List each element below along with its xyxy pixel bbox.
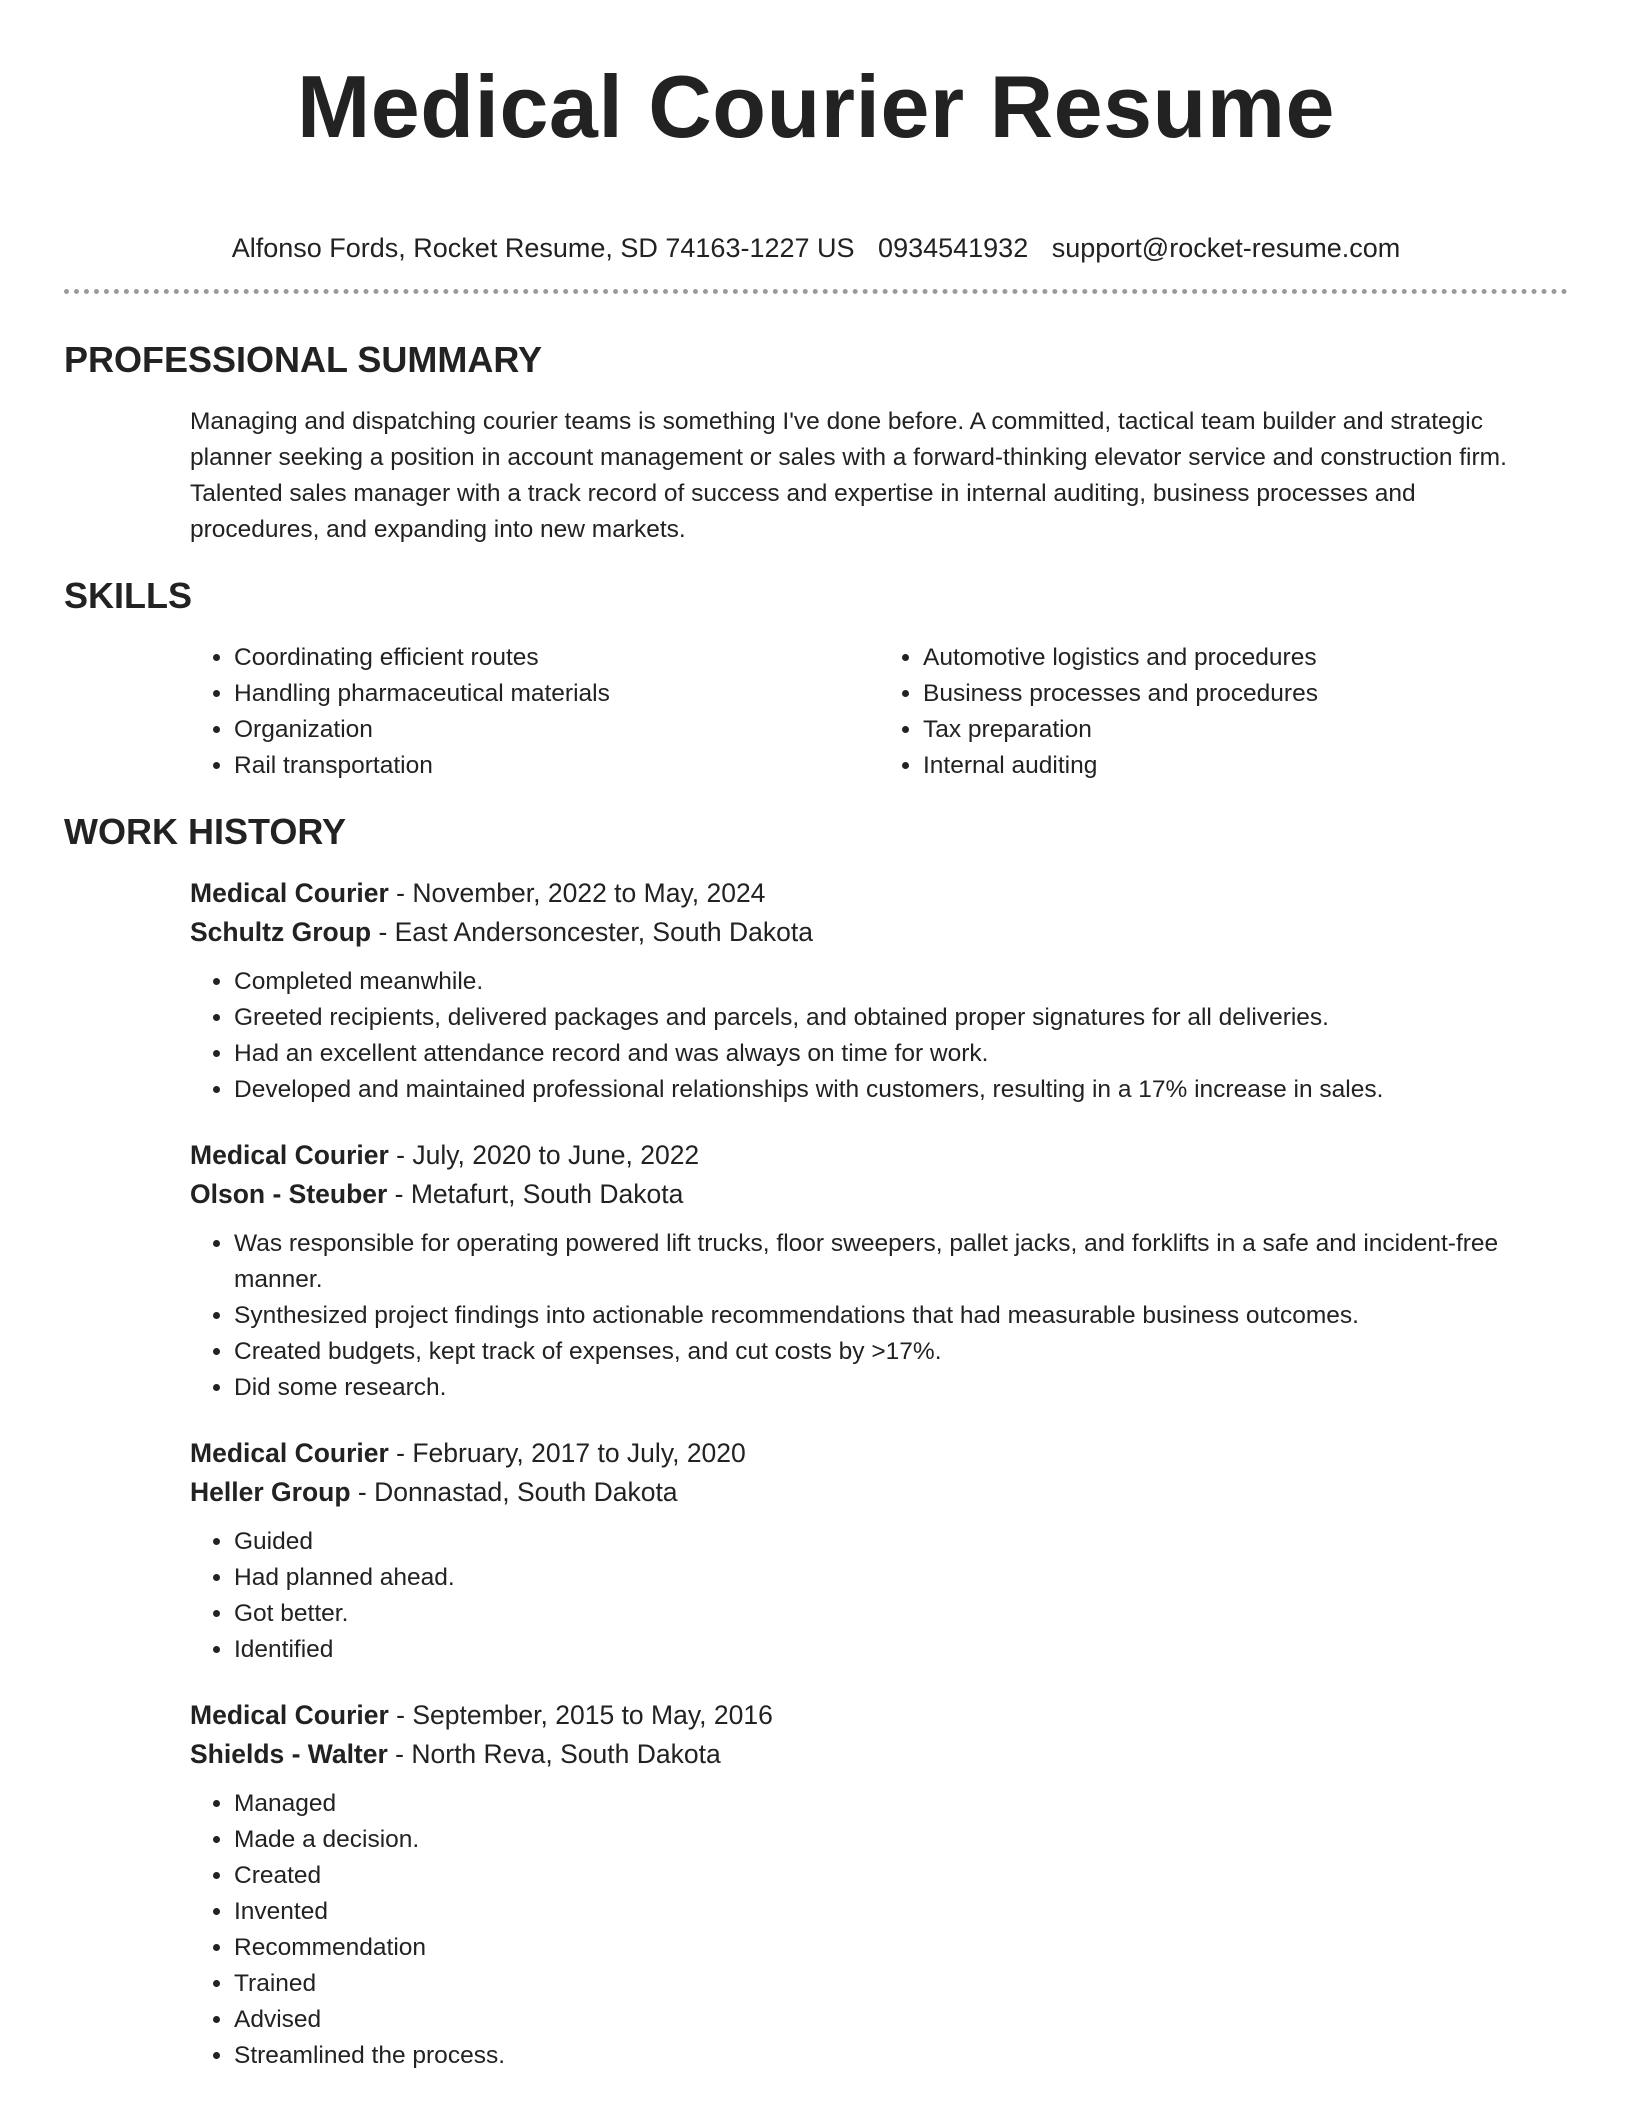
job-bullet: • Greeted recipients, delivered packages and parcels, and obtained proper signatures for all deliveries. [234,1000,1528,1036]
job-bullet: • Had an excellent attendance record and was always on time for work. [234,1036,1528,1072]
skill-item: • Tax preparation [923,712,1568,748]
job-location: - North Reva, South Dakota [387,1739,721,1769]
job-entry [190,1696,1568,2074]
job-title-line [190,1696,1568,1735]
skill-item: • Automotive logistics and procedures [923,640,1568,676]
job-dates: - September, 2015 to May, 2016 [388,1700,773,1730]
job-location: - Donnastad, South Dakota [350,1477,678,1507]
job-company: Heller Group [190,1477,351,1507]
job-bullet: • Managed [234,1786,1528,1822]
work-history-heading: WORK HISTORY [64,811,347,852]
job-bullets [190,1524,1568,1668]
job-bullet: • Got better. [234,1596,1528,1632]
job-entry [190,1434,1568,1668]
job-title-line [190,874,1568,913]
job-bullet: • Recommendation [234,1930,1528,1966]
job-bullet: • Was responsible for operating powered lift trucks, floor sweepers, pallet jacks, and forklifts in a safe and incident-free manner. [234,1226,1528,1298]
job-company-line [190,1175,1568,1214]
page-title: Medical Courier Resume [297,57,1335,156]
skill-item: • Internal auditing [923,748,1568,784]
job-title: Medical Courier [190,1140,389,1170]
job-bullets [190,1226,1568,1406]
summary-text: Managing and dispatching courier teams is something I've done before. A committed, tactical team builder and strategic planner seeking a position in account management or sales with a forward-thinking elevator service and construction firm. Talented sales manager with a track record of success and expertise in internal auditing, business processes and procedures, and expanding into new markets. [190,408,1507,543]
skill-item: • Handling pharmaceutical materials [234,676,879,712]
job-company: Schultz Group [190,917,372,947]
job-title: Medical Courier [190,878,389,908]
contact-email: support@rocket-resume.com [1051,233,1401,263]
job-bullet: • Advised [234,2002,1528,2038]
job-bullet: • Invented [234,1894,1528,1930]
skill-item: • Organization [234,712,879,748]
job-bullet: • Trained [234,1966,1528,2002]
job-dates: - July, 2020 to June, 2022 [388,1140,700,1170]
job-bullets [190,964,1568,1108]
job-bullet: • Developed and maintained professional relationships with customers, resulting in a 17% increase in sales. [234,1072,1528,1108]
job-company-line [190,913,1568,952]
skills-column-right [879,640,1568,784]
skill-item: • Rail transportation [234,748,879,784]
job-company-line [190,1735,1568,1774]
job-bullet: • Completed meanwhile. [234,964,1528,1000]
job-bullet: • Identified [234,1632,1528,1668]
job-title: Medical Courier [190,1700,389,1730]
header-divider [64,289,1568,294]
skills-heading: SKILLS [64,575,193,616]
job-bullet: • Guided [234,1524,1528,1560]
job-company-line [190,1473,1568,1512]
job-location: - Metafurt, South Dakota [387,1179,684,1209]
job-entry [190,874,1568,1108]
skill-item: • Coordinating efficient routes [234,640,879,676]
job-bullets [190,1786,1568,2074]
skill-item: • Business processes and procedures [923,676,1568,712]
job-bullet: • Streamlined the process. [234,2038,1528,2074]
job-company: Shields - Walter [190,1739,388,1769]
contact-line [64,230,1568,266]
skills-list [190,640,1568,784]
contact-address: Alfonso Fords, Rocket Resume, SD 74163-1227 US [231,233,855,263]
job-location: - East Andersoncester, South Dakota [371,917,813,947]
job-bullet: • Had planned ahead. [234,1560,1528,1596]
job-title: Medical Courier [190,1438,389,1468]
job-bullet: • Synthesized project findings into actionable recommendations that had measurable business outcomes. [234,1298,1528,1334]
contact-phone: 0934541932 [878,233,1029,263]
skills-column-left [190,640,879,784]
job-company: Olson - Steuber [190,1179,388,1209]
job-title-line [190,1136,1568,1175]
job-bullet: • Created [234,1858,1528,1894]
job-bullet: • Created budgets, kept track of expenses, and cut costs by >17%. [234,1334,1528,1370]
job-entry [190,1136,1568,1406]
job-bullet: • Made a decision. [234,1822,1528,1858]
job-dates: - November, 2022 to May, 2024 [388,878,766,908]
job-bullet: • Did some research. [234,1370,1528,1406]
job-dates: - February, 2017 to July, 2020 [388,1438,746,1468]
job-title-line [190,1434,1568,1473]
summary-heading: PROFESSIONAL SUMMARY [64,339,543,380]
